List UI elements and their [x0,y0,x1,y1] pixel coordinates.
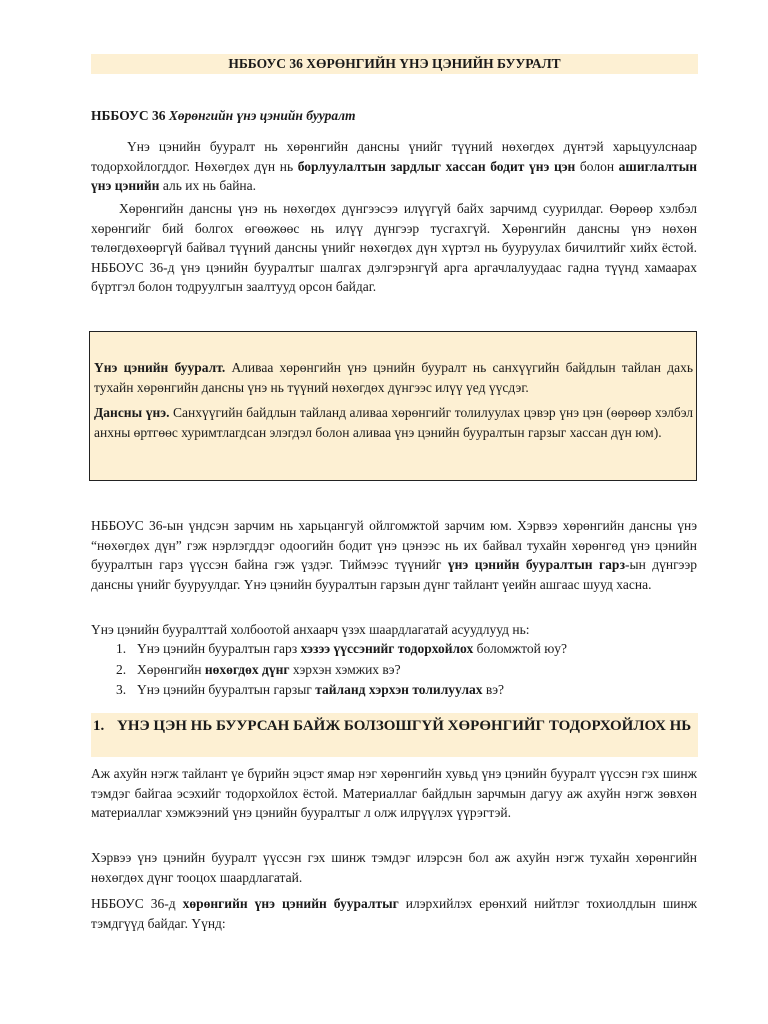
text-run: Үнэ цэнийн бууралт нь хөрөнгийн дансны үнийг түүний нөхөгдөх дүнтэй харьцуулснаар тодорхойлогддог. Нөхөгдөх дүн нь [91,139,697,174]
emphasis: хэзээ үүссэнийг тодорхойлох [300,641,474,656]
section-heading [91,713,698,757]
definition-text: Санхүүгийн байдлын тайланд аливаа хөрөнгийг толилуулах цэвэр үнэ цэн (өөрөөр хэлбэл анхны өртгөөс хуримтлагдсан элэгдэл болон аливаа үнэ цэнийн бууралтын гарзыг хассан дүн юм). [94,405,693,440]
text-run: аль их нь байна. [159,178,257,193]
list-item [91,639,697,660]
subheading [91,106,697,126]
definitions-box [89,331,697,481]
text-run: Үнэ цэнийн бууралтын гарзыг [137,682,316,697]
paragraph-core-principle [91,516,697,594]
emphasis: тайланд хэрхэн толилуулах [315,682,483,697]
subheading-italic: Хөрөнгийн үнэ цэнийн бууралт [168,108,356,123]
emphasis-value-in-use: ашиглалтын үнэ цэнийн [91,158,698,193]
paragraph-issues-intro: Үнэ цэнийн бууралттай холбоотой анхаарч үзэх шаардлагатай асуудлууд нь: [91,622,530,637]
list-number: 1. [116,641,127,656]
paragraph-common-indicators [91,894,697,933]
paragraph-recoverable-amount: Хэрвээ үнэ цэнийн бууралт үүссэн гэх шинж тэмдэг илэрсэн бол аж ахуйн нэгж тухайн хөрөнгийн нөхөгдөх дүнг тооцох шаардлагатай. [91,850,697,885]
list-item [91,680,697,701]
text-run: хэрхэн хэмжих вэ? [289,661,401,677]
list-number: 3. [116,682,127,697]
emphasis: нөхөгдөх дүнг [204,661,290,677]
text-run: НББОУС 36-д [91,896,183,911]
text-run: Үнэ цэнийн бууралтын гарз [137,641,301,656]
text-run: НББОУС 36-ын үндсэн зарчим нь харьцангуй ойлгомжтой зарчим юм. Хэрвээ хөрөнгийн дансны үнэ “нөхөгдөх дүн” гэж нэрлэгддэг одоогийн бодит үнэ цэнээс нь их байвал тухайн хөрөнгөд үнэ цэнийн бууралтын гарз үүссэн байна гэж үздэг. Тиймээс түүнийг [91,518,697,572]
list-number: 2. [116,661,127,677]
paragraph-impairment-intro [91,137,697,196]
definition-term: Дансны үнэ. [94,405,170,420]
paragraph-indicators: Аж ахуйн нэгж тайлант үе бүрийн эцэст ямар нэг хөрөнгийн хувьд үнэ цэнийн бууралт үүссэн гэх шинж тэмдэг байгаа эсэхийг тодорхойлох ёстой. Материаллаг байдлын зарчмын дагуу аж ахуйн нэгж зөвхөн материаллаг хэмжээний үнэ цэнийн бууралтыг л олж илрүүлэх үүрэгтэй. [91,766,697,820]
emphasis: хөрөнгийн үнэ цэнийн бууралтыг [182,896,399,911]
text-run: -ын дүнгээр дансны үнийг бууруулдаг. Үнэ цэнийн бууралтын гарзын дүнг тайлант үеийн ашгаас шууд хасна. [91,557,697,592]
subheading-prefix: НББОУС 36 [91,108,169,123]
definition-carrying-amount [94,403,693,442]
emphasis-fair-value: борлуулалтын зардлыг хассан бодит үнэ цэн [297,158,576,174]
text-run: вэ? [482,682,505,697]
section-number: 1. [93,718,105,734]
document-title: НББОУС 36 ХӨРӨНГИЙН ҮНЭ ЦЭНИЙН БУУРАЛТ [91,54,698,74]
definition-impairment [94,358,693,397]
text-run: болон [575,158,619,174]
list-item [91,660,697,681]
definition-text: Аливаа хөрөнгийн үнэ цэнийн бууралт нь санхүүгийн байдлын тайлан дахь тухайн хөрөнгийн дансны үнэ нь түүний нөхөгдөх дүнгээс илүү үед үүсдэг. [94,360,693,395]
text-run: Хөрөнгийн [137,661,205,677]
issues-list [91,639,697,701]
text-run: илэрхийлэх ерөнхий нийтлэг тохиолдлын шинж тэмдгүүд байдаг. Үүнд: [91,896,697,931]
emphasis-impairment-loss: үнэ цэнийн бууралтын гарз [447,557,625,572]
section-title: ҮНЭ ЦЭН НЬ БУУРСАН БАЙЖ БОЛЗОШГҮЙ ХӨРӨНГИЙГ ТОДОРХОЙЛОХ НЬ [117,718,692,734]
definition-term: Үнэ цэнийн бууралт. [94,360,226,375]
paragraph-carrying-amount: Хөрөнгийн дансны үнэ нь нөхөгдөх дүнгээсээ илүүгүй байх зарчимд суурилдаг. Өөрөөр хэлбэл хөрөнгийг бий болгох өгөөжөөс нь илүү дүнгээр тусгахгүй. Хөрөнгийн дансны үнэ нөхөн төлөгдөхөөргүй байвал түүний дансны үнийг нөхөгдөх дүн хүртэл нь бууруулах бичилтийг хийх ёстой. НББОУС 36-д үнэ цэнийн бууралтыг шалгах дэлгэрэнгүй арга аргачлалуудаас гадна түүнд хамаарах бүртгэл болон тодруулгын заалтууд орсон байдаг. [91,201,697,294]
text-run: боломжтой юу? [473,641,568,656]
